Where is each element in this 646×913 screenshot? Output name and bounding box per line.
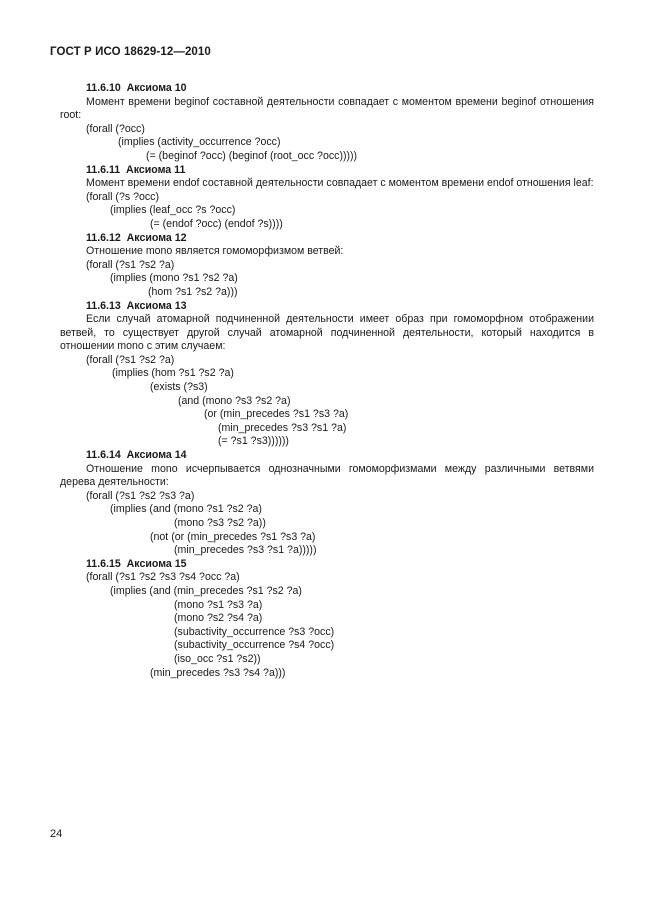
axiom-section <box>60 232 594 300</box>
formula-line: (min_precedes ?s3 ?s1 ?a))))) <box>174 544 317 557</box>
axiom-section <box>60 558 594 680</box>
formula-line: (hom ?s1 ?s2 ?a))) <box>148 285 238 298</box>
axiom-heading: 11.6.11 Аксиома 11 <box>86 163 186 176</box>
axiom-description: Отношение mono является гомоморфизмом ветвей: <box>86 245 344 258</box>
axiom-heading: 11.6.12 Аксиома 12 <box>86 231 187 244</box>
axiom-section <box>60 449 594 558</box>
formula-line: (and (mono ?s3 ?s2 ?a) <box>178 394 291 407</box>
axiom-description: Момент времени beginof составной деятельности совпадает с моментом времени beginof отношения root: <box>60 95 594 122</box>
formula-line: (min_precedes ?s3 ?s4 ?a))) <box>150 666 286 679</box>
axiom-description: Если случай атомарной подчиненной деятельности имеет образ при гомоморфном отображении ветвей, то существует другой случай атомарной подчиненной деятельности, который находится в отношении mono с этим случаем: <box>60 313 594 353</box>
axiom-description: Отношение mono исчерпывается однозначными гомоморфизмами между различными ветвями дерева деятельности: <box>60 462 594 489</box>
formula-line: (iso_occ ?s1 ?s2)) <box>174 652 261 665</box>
formula-line: (implies (leaf_occ ?s ?occ) <box>110 204 236 217</box>
formula-line: (implies (mono ?s1 ?s2 ?a) <box>110 272 238 285</box>
page-number: 24 <box>50 828 63 840</box>
formula-line: (mono ?s3 ?s2 ?a)) <box>174 517 266 529</box>
formula-line: (mono ?s2 ?s4 ?a) <box>174 612 263 625</box>
formula-line: (forall (?s1 ?s2 ?s3 ?a) <box>86 489 195 502</box>
formula-line: (subactivity_occurrence ?s4 ?occ) <box>174 639 335 652</box>
formula-line: (exists (?s3) <box>150 381 208 394</box>
formula-line: (= ?s1 ?s3)))))) <box>218 435 289 448</box>
formula-line: (implies (and (min_precedes ?s1 ?s2 ?a) <box>110 584 302 597</box>
formula-line: (not (or (min_precedes ?s1 ?s3 ?a) <box>150 530 316 543</box>
axiom-section <box>60 300 594 450</box>
axiom-heading: 11.6.14 Аксиома 14 <box>86 449 187 462</box>
formula-line: (forall (?occ) <box>86 122 145 135</box>
axiom-section <box>60 164 594 232</box>
document-header: ГОСТ Р ИСО 18629-12—2010 <box>50 46 211 58</box>
document-body <box>60 82 594 680</box>
axiom-heading: 11.6.10 Аксиома 10 <box>86 82 187 94</box>
formula-line: (forall (?s1 ?s2 ?a) <box>86 258 175 271</box>
formula-line: (= (beginof ?occ) (beginof (root_occ ?occ))))) <box>146 149 358 162</box>
formula-line: (implies (hom ?s1 ?s2 ?a) <box>112 367 234 380</box>
formula-line: (or (min_precedes ?s1 ?s3 ?a) <box>204 408 349 421</box>
formula-line: (= (endof ?occ) (endof ?s)))) <box>150 217 283 230</box>
formula-line: (implies (activity_occurrence ?occ) <box>118 136 281 149</box>
axiom-section <box>60 82 594 164</box>
axiom-heading: 11.6.15 Аксиома 15 <box>86 557 187 570</box>
formula-line: (implies (and (mono ?s1 ?s2 ?a) <box>110 503 262 516</box>
formula-line: (forall (?s1 ?s2 ?s3 ?s4 ?occ ?a) <box>86 571 240 584</box>
formula-line: (min_precedes ?s3 ?s1 ?a) <box>218 421 347 434</box>
formula-line: (forall (?s1 ?s2 ?a) <box>86 353 175 366</box>
axiom-heading: 11.6.13 Аксиома 13 <box>86 299 187 312</box>
axiom-description: Момент времени endof составной деятельности совпадает с моментом времени endof отношения leaf: <box>86 177 594 190</box>
formula-line: (forall (?s ?occ) <box>86 190 159 203</box>
formula-line: (mono ?s1 ?s3 ?a) <box>174 598 263 611</box>
formula-line: (subactivity_occurrence ?s3 ?occ) <box>174 625 335 638</box>
